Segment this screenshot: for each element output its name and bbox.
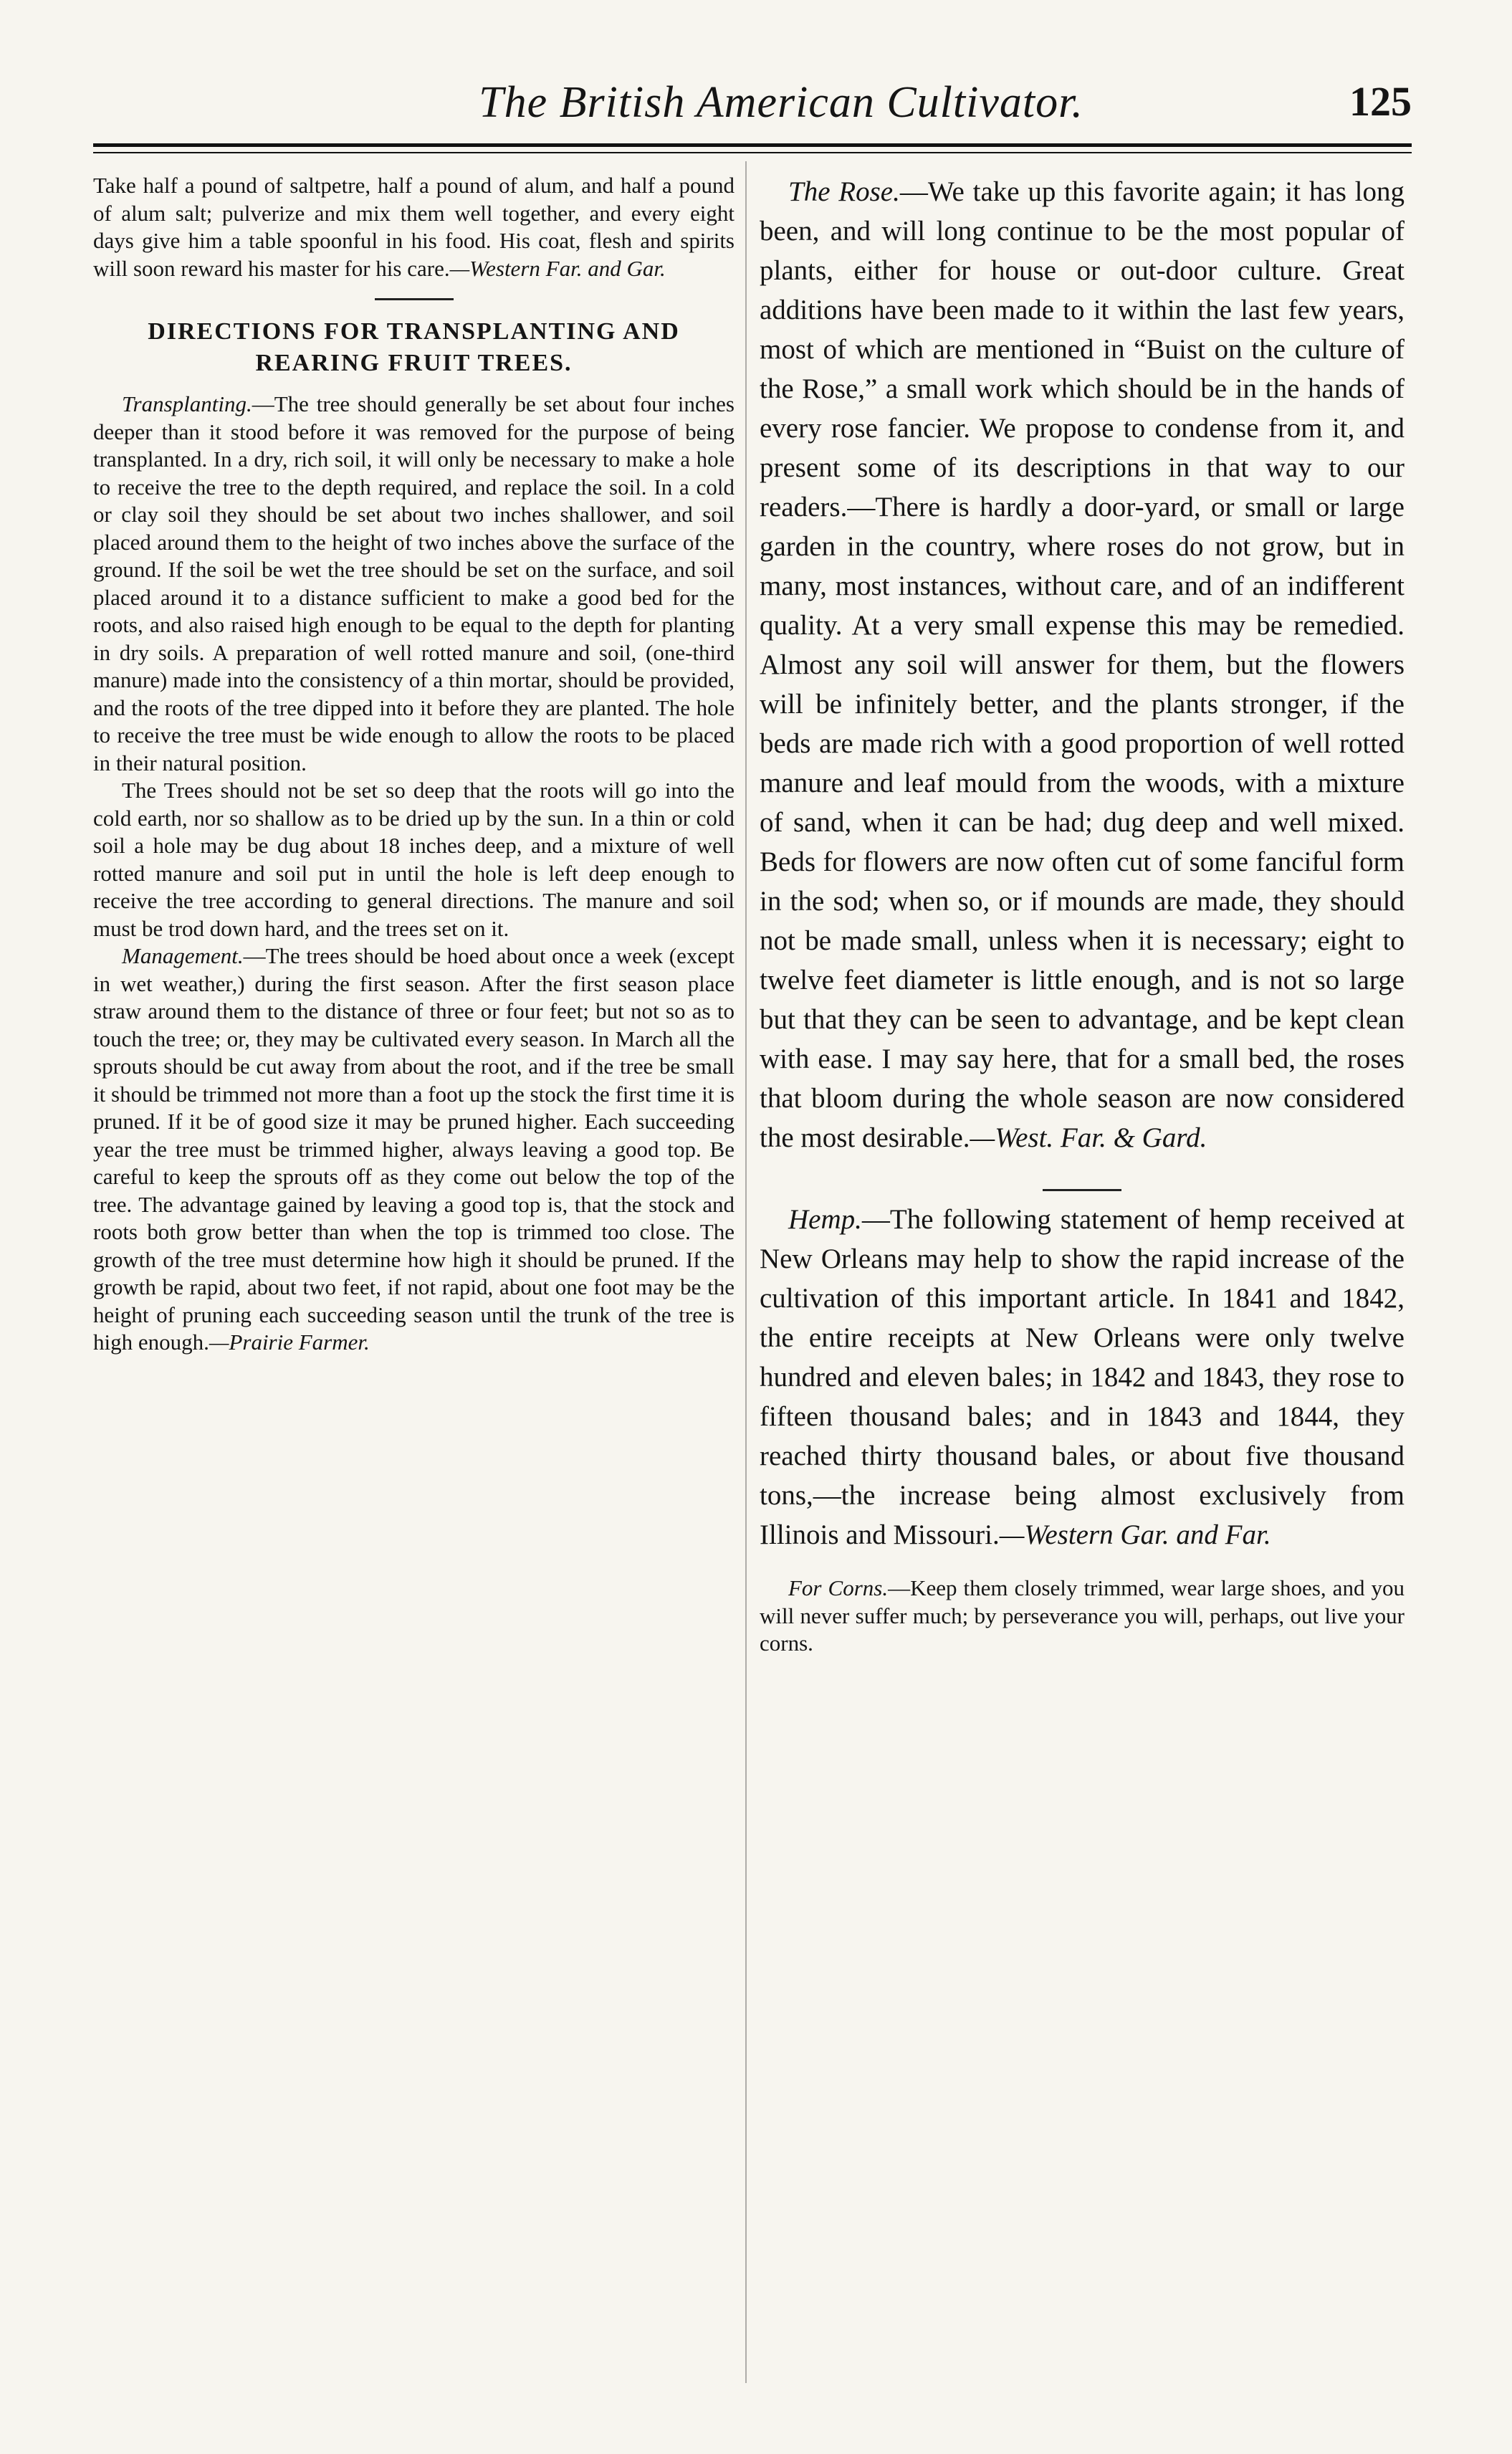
opening-paragraph xyxy=(93,172,735,282)
section-divider xyxy=(375,298,454,300)
rose-text: —We take up this favorite again; it has long been, and will long continue to be the most popular of plants, either for house or out-door culture. Great additions have been made to it within the last few years, most of which are mentioned in “Buist on the culture of the Rose,” a small work which should be in the hands of every rose fancier. We propose to condense from it, and present some of its descriptions in that way to our readers.—There is hardly a door-yard, or small or large garden in the country, where roses do not grow, but in many, most instances, without care, and of an indifferent quality. At a very small expense this may be remedied. Almost any soil will answer for them, but the flowers will be infinitely better, and the plants stronger, if the beds are made rich with a good proportion of well rotted manure and leaf mould from the woods, with a mixture of sand, when it can be had; dug deep and well mixed. Beds for flowers are now often cut of some fanciful form in the sod; when so, or if mounds are made, they should not be made small, unless when it is necessary; eight to twelve feet diameter is little enough, and is not so large but that they can be seen to advantage, and be kept clean with ease. I may say here, that for a small bed, the roses that bloom during the whole season are now considered the most desirable. xyxy=(760,176,1405,1153)
corns-text: —Keep them closely trimmed, wear large shoes, and you will never suffer much; by perseverance you will, perhaps, out live your corns. xyxy=(760,1575,1405,1656)
rose-lead: The Rose. xyxy=(788,176,900,207)
section-divider xyxy=(1043,1189,1121,1191)
opening-text: Take half a pound of saltpetre, half a pound of alum, and half a pound of alum salt; pulverize and mix them well together, and every eight days give him a table spoonful in his food. His coat, flesh and spirits will soon reward his master for his care. xyxy=(93,173,735,281)
column-divider xyxy=(745,161,747,2383)
article-heading: DIRECTIONS FOR TRANSPLANTING AND REARING FRUIT TREES. xyxy=(148,318,680,376)
hemp-paragraph xyxy=(760,1200,1405,1555)
management-paragraph xyxy=(93,942,735,1357)
header-rule-thin xyxy=(93,152,1412,153)
opening-source: —Western Far. and Gar. xyxy=(449,255,666,281)
page-number: 125 xyxy=(1349,78,1412,125)
header-rule-thick xyxy=(93,143,1412,147)
transplanting-paragraph xyxy=(93,391,735,777)
page-header xyxy=(100,77,1412,135)
trees-paragraph: The Trees should not be set so deep that the roots will go into the cold earth, nor so shallow as to be dried up by the sun. In a thin or cold soil a hole may be dug about 18 inches deep, and a mixture of well rotted manure and soil put in until the hole is left deep enough to receive the tree according to general directions. The manure and soil must be trod down hard, and the trees set on it. xyxy=(93,778,735,941)
running-title: The British American Cultivator. xyxy=(479,78,1083,127)
left-column xyxy=(93,172,735,1357)
management-lead: Management. xyxy=(122,943,244,968)
right-column xyxy=(760,172,1405,1658)
hemp-lead: Hemp. xyxy=(788,1204,862,1235)
hemp-text: —The following statement of hemp received at New Orleans may help to show the rapid increase of the cultivation of this important article. In 1841 and 1842, the entire receipts at New Orleans were only twelve hundred and eleven bales; in 1842 and 1843, they rose to fifteen thousand bales; and in 1843 and 1844, they reached thirty thousand bales, or about five thousand tons,—the increase being almost exclusively from Illinois and Missouri. xyxy=(760,1204,1405,1550)
hemp-source: —Western Gar. and Far. xyxy=(999,1519,1271,1550)
corns-paragraph xyxy=(760,1575,1405,1658)
transplanting-text: —The tree should generally be set about four inches deeper than it stood before it was removed for the purpose of being transplanted. In a dry, rich soil, it will only be necessary to make a hole to receive the tree to the depth required, and replace the soil. In a cold or clay soil they should be set about two inches shallower, and soil placed around them to the height of two inches above the surface of the ground. If the soil be wet the tree should be set on the surface, and soil placed around it to a distance sufficient to make a good bed for the roots, and also raised high enough to be equal to the depth for planting in dry soils. A preparation of well rotted manure and soil, (one-third manure) made into the consistency of a thin mortar, should be provided, and the roots of the tree dipped into it before they are planted. The hole to receive the tree must be wide enough to allow the roots to be placed in their natural position. xyxy=(93,391,735,775)
management-text: —The trees should be hoed about once a week (except in wet weather,) during the first season. After the first season place straw around them to the distance of three or four feet; but not so as to touch the tree; or, they may be cultivated every season. In March all the sprouts should be cut away from about the root, and if the tree be small it should be trimmed not more than a foot up the stock the first time it is pruned. If it be of good size it may be pruned higher. Each succeeding year the tree must be trimmed higher, always leaving a good top. Be careful to keep the sprouts off as they come out below the top of the tree. The advantage gained by leaving a good top is, that the stock and roots both grow better than when the top is trimmed too close. The growth of the tree must determine how high it should be pruned. If the growth be rapid, about two feet, if not rapid, about one foot may be the height of pruning each succeeding season until the trunk of the tree is high enough. xyxy=(93,943,735,1355)
management-source: —Prairie Farmer. xyxy=(209,1329,370,1355)
rose-paragraph xyxy=(760,172,1405,1157)
rose-source: —West. Far. & Gard. xyxy=(970,1122,1207,1153)
transplanting-lead: Transplanting. xyxy=(122,391,252,416)
corns-lead: For Corns. xyxy=(788,1575,889,1600)
